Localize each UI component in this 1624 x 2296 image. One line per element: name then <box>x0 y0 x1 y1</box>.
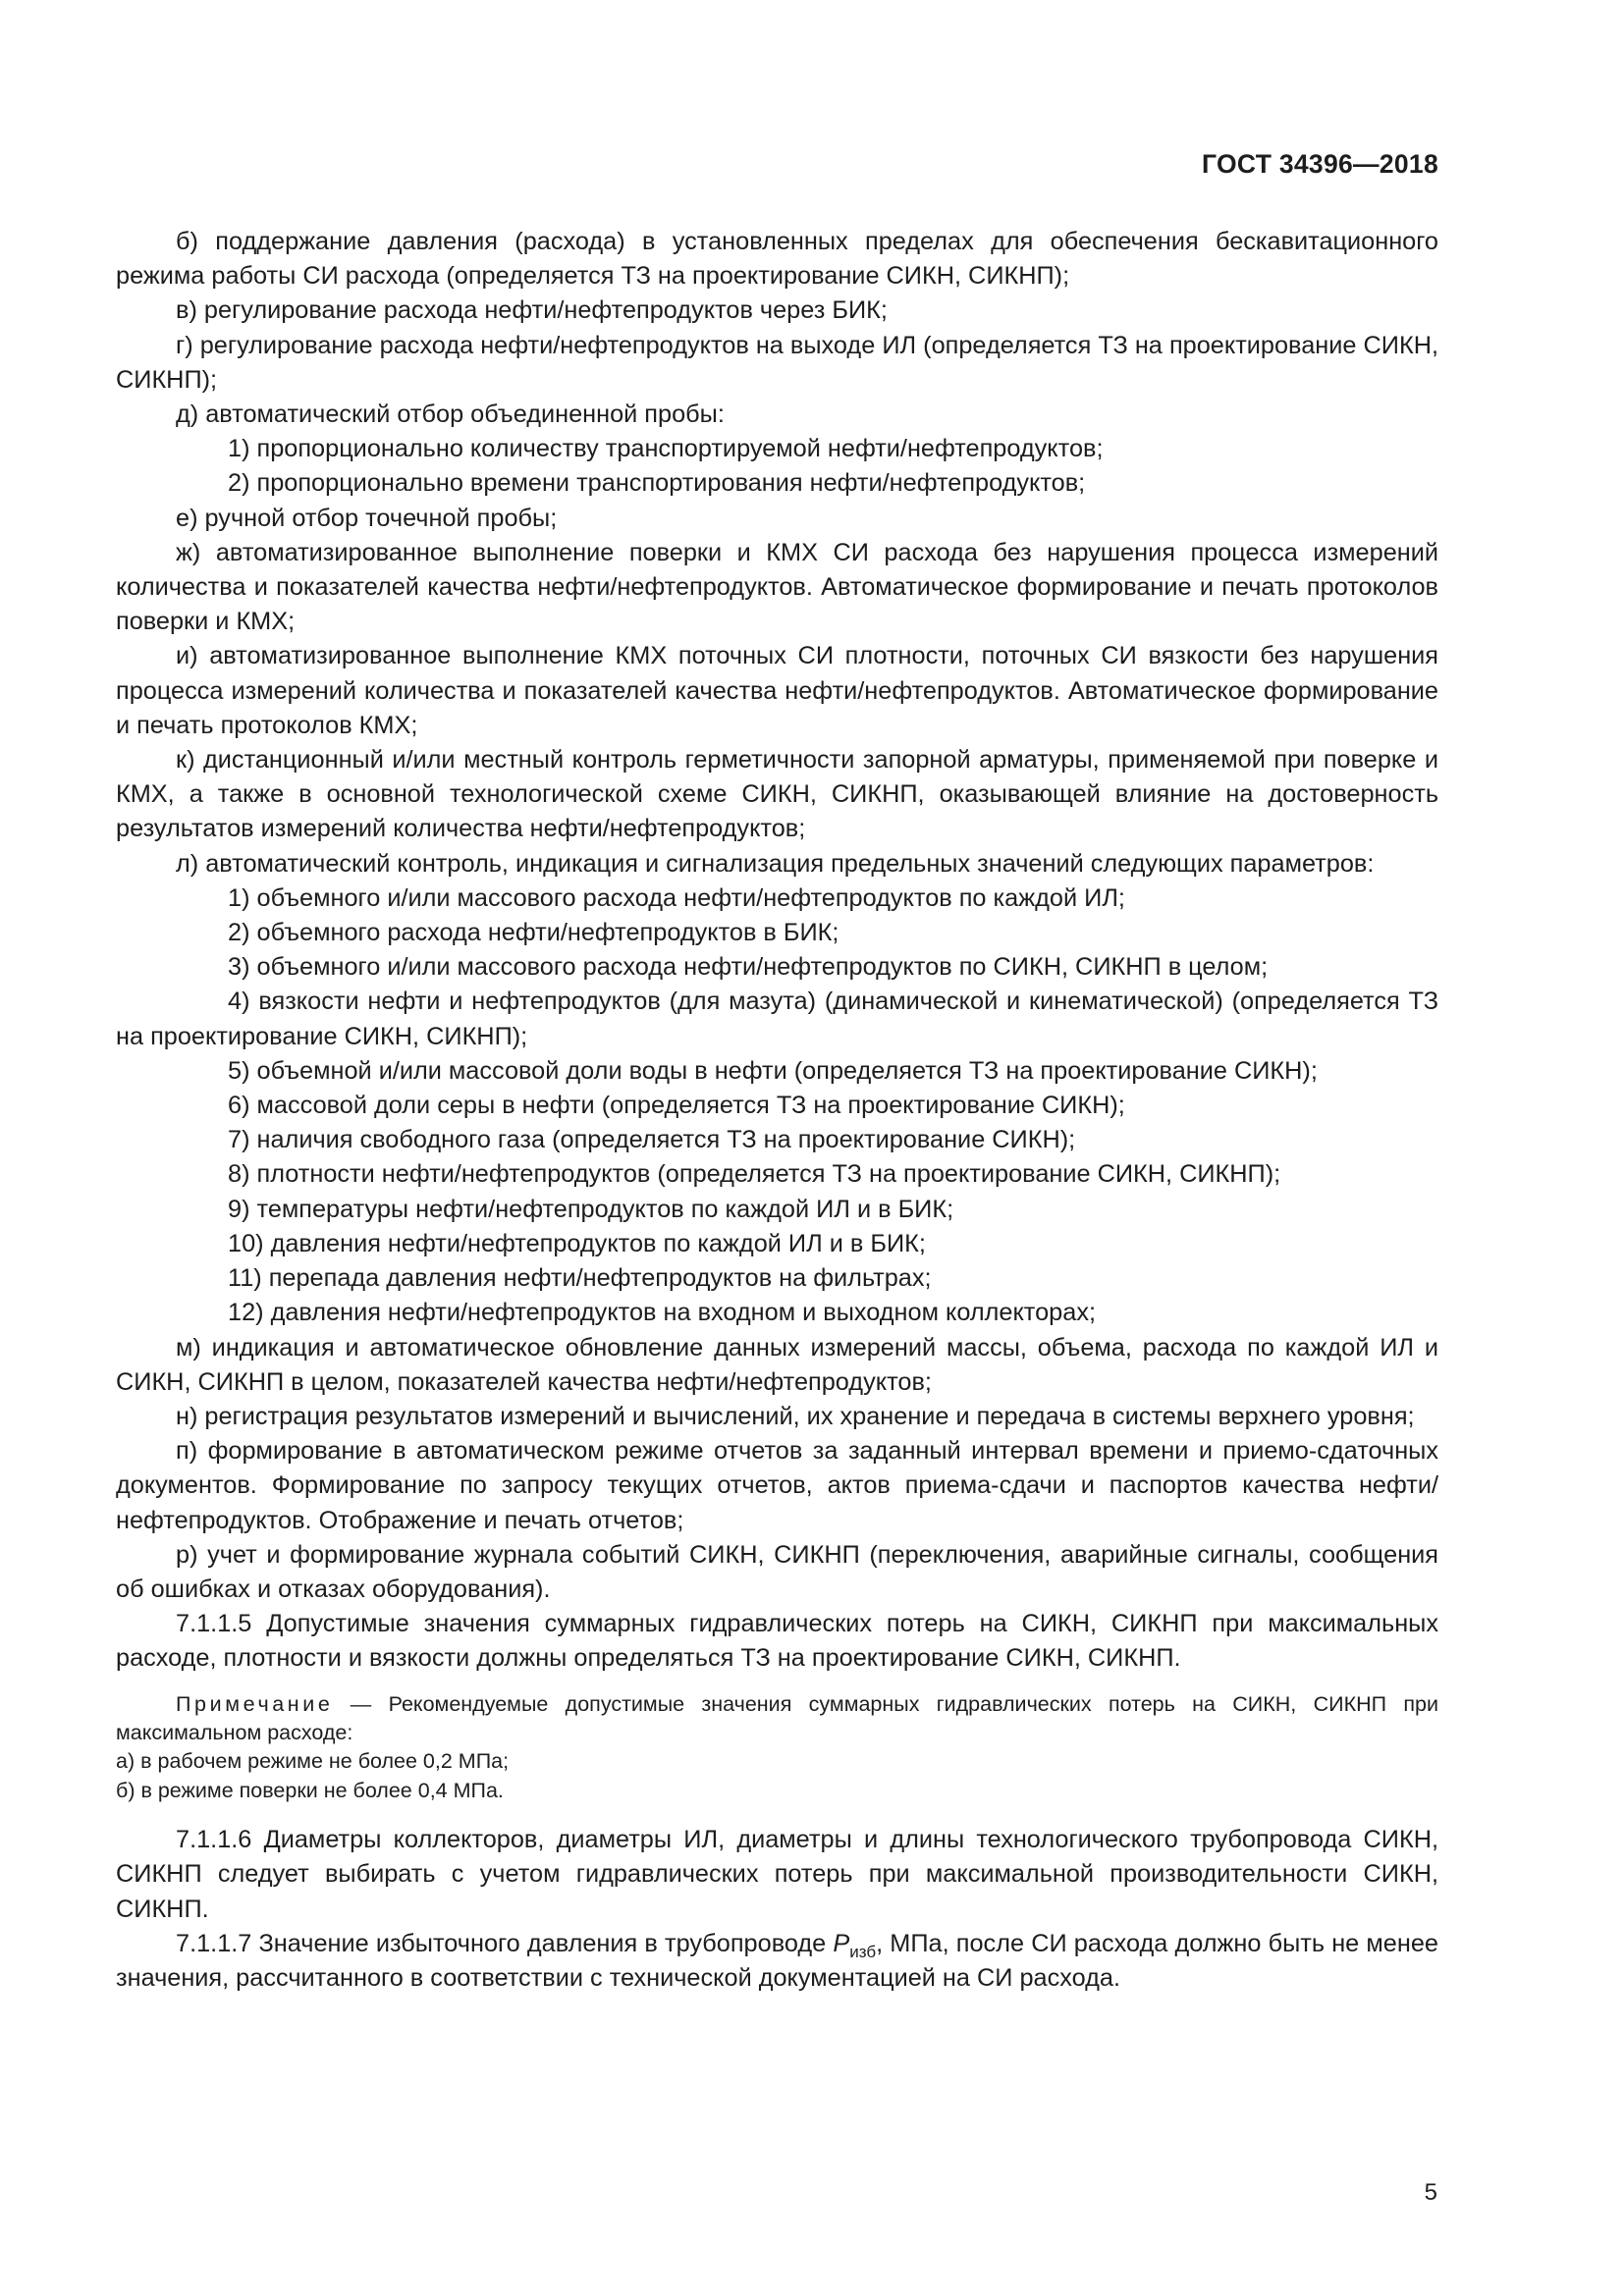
sub-item-l8: 8) плотности нефти/нефтепродуктов (определяется ТЗ на проектирование СИКН, СИКНП); <box>228 1160 1281 1189</box>
list-item-k: к) дистанционный и/или местный контроль герметичности запорной арматуры, применяемой при поверке и КМХ, а также в основной технологической схеме СИКН, СИКНП, оказывающей влияние на достоверность результатов измерений количества нефти/нефтепродуктов; <box>116 746 1438 843</box>
page-content <box>116 225 1438 1996</box>
note-intro <box>116 1690 1438 1748</box>
sub-item-l11: 11) перепада давления нефти/нефтепродуктов на фильтрах; <box>228 1264 932 1293</box>
sub-item-l7: 7) наличия свободного газа (определяется ТЗ на проектирование СИКН); <box>228 1126 1076 1154</box>
list-item-m: м) индикация и автоматическое обновление данных измерений массы, объема, расхода по каждой ИЛ и СИКН, СИКНП в целом, показателей качества нефти/нефтепродуктов; <box>116 1333 1438 1396</box>
sub-item-l1: 1) объемного и/или массового расхода нефти/нефтепродуктов по каждой ИЛ; <box>228 883 1125 912</box>
list-item-b: б) поддержание давления (расхода) в установленных пределах для обеспечения бескавитационного режима работы СИ расхода (определяется ТЗ на проектирование СИКН, СИКНП); <box>116 228 1438 291</box>
pressure-subscript: изб <box>849 1942 877 1961</box>
list-item-zh: ж) автоматизированное выполнение поверки и КМХ СИ расхода без нарушения процесса измерений количества и показателей качества нефти/нефтепродуктов. Автоматическое формирование и печать протоколов поверки и КМХ; <box>116 538 1438 636</box>
list-item-g: г) регулирование расхода нефти/нефтепродуктов на выходе ИЛ (определяется ТЗ на проектирование СИКН, СИКНП); <box>116 331 1438 394</box>
sub-item-l2: 2) объемного расхода нефти/нефтепродуктов в БИК; <box>228 919 839 947</box>
list-item-i: и) автоматизированное выполнение КМХ поточных СИ плотности, поточных СИ вязкости без нарушения процесса измерений количества и показателей качества нефти/нефтепродуктов. Автоматическое формирование и печать протоколов КМХ; <box>116 642 1438 739</box>
list-item-d: д) автоматический отбор объединенной пробы: <box>176 400 725 429</box>
page-number: 5 <box>1424 2179 1437 2206</box>
list-item-p: п) формирование в автоматическом режиме отчетов за заданный интервал времени и приемо-сдаточных документов. Формирование по запросу текущих отчетов, актов приема-сдачи и паспортов качества нефти/нефтепродуктов. Отображение и печать отчетов; <box>116 1437 1438 1534</box>
sub-item-l12: 12) давления нефти/нефтепродуктов на входном и выходном коллекторах; <box>228 1299 1096 1327</box>
clause-7-1-1-6: 7.1.1.6 Диаметры коллекторов, диаметры ИЛ, диаметры и длины технологического трубопровода СИКН, СИКНП следует выбирать с учетом гидравлических потерь при максимальной производительности СИКН, СИКНП. <box>116 1826 1438 1923</box>
standard-header: ГОСТ 34396—2018 <box>1202 149 1438 179</box>
sub-item-l9: 9) температуры нефти/нефтепродуктов по каждой ИЛ и в БИК; <box>228 1195 954 1223</box>
note-block <box>116 1690 1438 1806</box>
sub-item-l6: 6) массовой доли серы в нефти (определяется ТЗ на проектирование СИКН); <box>228 1092 1125 1120</box>
sub-item-l10: 10) давления нефти/нефтепродуктов по каждой ИЛ и в БИК; <box>228 1229 926 1257</box>
sub-item-l4: 4) вязкости нефти и нефтепродуктов (для мазута) (динамической и кинематической) (определяется ТЗ на проектирование СИКН, СИКНП); <box>116 988 1438 1050</box>
sub-item-d1: 1) пропорционально количеству транспортируемой нефти/нефтепродуктов; <box>228 435 1104 463</box>
list-item-v: в) регулирование расхода нефти/нефтепродуктов через БИК; <box>176 296 888 325</box>
note-line-a: а) в рабочем режиме не более 0,2 МПа; <box>116 1749 510 1774</box>
list-item-r: р) учет и формирование журнала событий СИКН, СИКНП (переключения, аварийные сигналы, сообщения об ошибках и отказах оборудования). <box>116 1540 1438 1603</box>
note-line-b: б) в режиме поверки не более 0,4 МПа. <box>116 1778 504 1802</box>
list-item-e: е) ручной отбор точечной пробы; <box>176 504 558 532</box>
sub-item-l5: 5) объемной и/или массовой доли воды в нефти (определяется ТЗ на проектирование СИКН); <box>228 1056 1318 1085</box>
pressure-symbol: P <box>833 1929 850 1957</box>
note-label: Примечание <box>176 1691 334 1716</box>
clause-7-1-1-7-text-end: , МПа, после СИ расхода должно быть не менее значения, рассчитанного в соответствии с технической документацией на СИ расхода. <box>116 1929 1438 1992</box>
clause-7-1-1-5: 7.1.1.5 Допустимые значения суммарных гидравлических потерь на СИКН, СИКНП при максимальных расходе, плотности и вязкости должны определяться ТЗ на проектирование СИКН, СИКНП. <box>116 1610 1438 1673</box>
sub-item-d2: 2) пропорционально времени транспортирования нефти/нефтепродуктов; <box>228 469 1086 498</box>
list-item-n: н) регистрация результатов измерений и вычислений, их хранение и передача в системы верхнего уровня; <box>176 1402 1415 1430</box>
clause-7-1-1-7-text-start: 7.1.1.7 Значение избыточного давления в трубопроводе <box>176 1929 834 1957</box>
list-item-l: л) автоматический контроль, индикация и сигнализация предельных значений следующих параметров: <box>176 849 1375 878</box>
sub-item-l3: 3) объемного и/или массового расхода нефти/нефтепродуктов по СИКН, СИКНП в целом; <box>228 953 1269 982</box>
note-text: — Рекомендуемые допустимые значения суммарных гидравлических потерь на СИКН, СИКНП при максимальном расходе: <box>116 1691 1438 1744</box>
clause-7-1-1-7 <box>116 1927 1438 1996</box>
